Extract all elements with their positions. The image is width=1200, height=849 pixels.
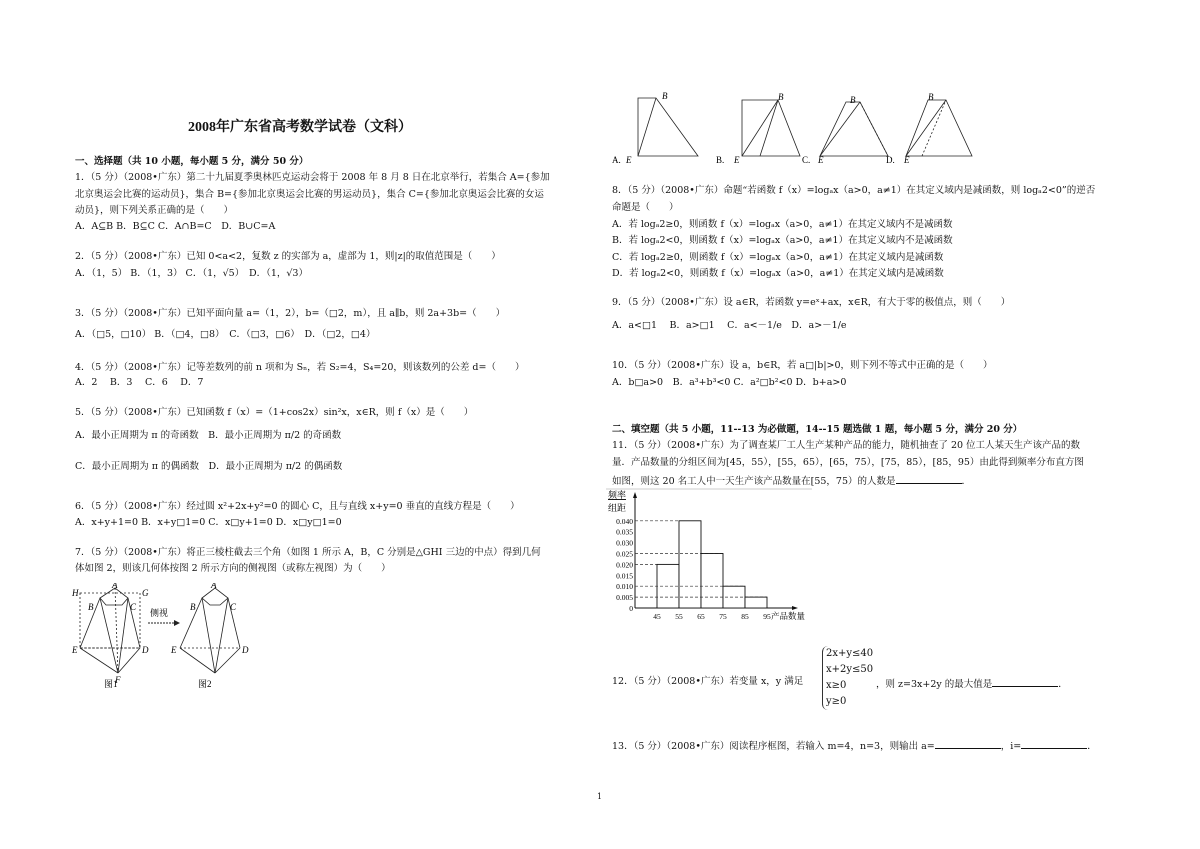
q3-options: A．（□5，□10） B．（□4，□8） C．（□3，□6） D．（□2，□4） bbox=[75, 329, 376, 340]
page-title: 2008年广东省高考数学试卷（文科） bbox=[188, 120, 412, 135]
svg-text:E: E bbox=[904, 155, 910, 165]
y-tick-label: 0.020 bbox=[616, 560, 633, 570]
q13-prefix: 13．（5 分）（2008•广东）阅读程序框图，若输入 m=4，n=3，则输出 a= bbox=[612, 741, 935, 752]
q13-answer-i-blank[interactable] bbox=[1021, 738, 1087, 749]
q2-line: 2．（5 分）（2008•广东）已知 0<a<2，复数 z 的实部为 a，虚部为 1，则|z|的取值范围是（ ） bbox=[75, 251, 501, 262]
q8-option: A．若 logₐ2≥0，则函数 f（x）=logₐx（a>0，a≠1）在其定义域内不是减函数 bbox=[612, 219, 953, 230]
y-tick-label: 0.040 bbox=[616, 516, 633, 526]
option-d-label: D. bbox=[886, 155, 895, 165]
figure-2-caption: 图2 bbox=[198, 679, 212, 688]
histogram-chart bbox=[606, 486, 816, 621]
q12-suffix: ，则 z=3x+2y 的最大值是 bbox=[876, 679, 993, 690]
y-tick-label: 0.025 bbox=[616, 549, 633, 559]
q4-line: 4．（5 分）（2008•广东）记等差数列的前 n 项和为 Sₙ，若 S₂=4，S₄=20，则该数列的公差 d=（ ） bbox=[75, 362, 525, 373]
q1-line: 动员}，则下列关系正确的是（ ） bbox=[75, 205, 234, 216]
q5-options-cd: C．最小正周期为 π 的偶函数 D．最小正周期为 π/2 的偶函数 bbox=[75, 461, 343, 472]
y-label-top: 频率 bbox=[608, 490, 627, 500]
q12-answer-blank[interactable] bbox=[992, 676, 1058, 687]
q11-text: 如图，则这 20 名工人中一天生产该产品数量在[55，75）的人数是 bbox=[612, 476, 896, 487]
svg-text:A: A bbox=[112, 583, 118, 590]
q10-options: A．b□a>0 B．a³+b³<0 C．a²□b²<0 D．b+a>0 bbox=[612, 377, 847, 388]
svg-text:A: A bbox=[211, 583, 217, 590]
q7-figures bbox=[70, 583, 270, 688]
histogram-bar bbox=[745, 597, 767, 608]
svg-text:D: D bbox=[242, 645, 249, 655]
x-tick-label: 55 bbox=[675, 612, 683, 621]
constraint: x≥0 bbox=[826, 680, 847, 691]
svg-text:B: B bbox=[850, 95, 856, 105]
svg-text:E: E bbox=[72, 645, 78, 655]
q1-line: 1．（5 分）（2008•广东）第二十九届夏季奥林匹克运动会将于 2008 年 8 月 8 日在北京举行，若集合 A={参加 bbox=[75, 172, 550, 183]
svg-text:C: C bbox=[230, 602, 237, 612]
q13-answer-a-blank[interactable] bbox=[935, 738, 1001, 749]
q11-line: 如图，则这 20 名工人中一天生产该产品数量在[55，75）的人数是 ． bbox=[612, 473, 971, 488]
histogram-bar bbox=[701, 554, 723, 609]
svg-text:B: B bbox=[662, 91, 668, 101]
x-tick-label: 95 bbox=[763, 612, 771, 621]
x-tick-label: 75 bbox=[719, 612, 727, 621]
y-tick-label: 0 bbox=[629, 604, 633, 613]
y-tick-label: 0.015 bbox=[616, 571, 633, 581]
q9-line: 9．（5 分）（2008•广东）设 a∈R，若函数 y=eˣ+ax，x∈R，有大于零的极值点，则（ ） bbox=[612, 297, 1011, 308]
q4-options: A．2 B．3 C．6 D．7 bbox=[75, 377, 204, 388]
q2-options: A．（1，5） B．（1，3） C．（1，√5） D．（1，√3） bbox=[75, 268, 308, 279]
figure-1-caption: 图1 bbox=[104, 679, 118, 688]
q9-options: A．a<□1 B．a>□1 C．a<－1/e D．a>－1/e bbox=[612, 320, 847, 331]
y-label-bottom: 组距 bbox=[608, 503, 627, 513]
svg-text:D: D bbox=[142, 645, 149, 655]
figure-1-prism bbox=[80, 588, 140, 673]
x-axis-arrow-icon bbox=[792, 606, 798, 610]
constraint: x+2y≤50 bbox=[826, 664, 874, 675]
q11-line: 量．产品数量的分组区间为[45，55），[55，65），[65，75），[75，85），[85，95）由此得到频率分布直方图 bbox=[612, 457, 1084, 468]
svg-text:E: E bbox=[734, 155, 740, 165]
x-tick-label: 85 bbox=[741, 612, 749, 621]
svg-text:G: G bbox=[142, 588, 149, 598]
svg-text:E: E bbox=[626, 155, 632, 165]
svg-text:B: B bbox=[778, 92, 784, 102]
q8-option: D．若 logₐ2<0，则函数 f（x）=logₐx（a>0，a≠1）在其定义域内是减函数 bbox=[612, 268, 944, 279]
y-tick-label: 0.005 bbox=[616, 593, 633, 603]
y-tick-label: 0.035 bbox=[616, 527, 633, 537]
q8-option: B．若 logₐ2<0，则函数 f（x）=logₐx（a>0，a≠1）在其定义域内不是减函数 bbox=[612, 235, 953, 246]
x-tick-label: 65 bbox=[697, 612, 705, 621]
q5-options-ab: A．最小正周期为 π 的奇函数 B．最小正周期为 π/2 的奇函数 bbox=[75, 430, 342, 441]
q13-mid: ，i= bbox=[1000, 741, 1022, 752]
q3-line: 3．（5 分）（2008•广东）已知平面向量 a=（1，2），b=（□2，m），且 a∥b，则 2a+3b=（ ） bbox=[75, 308, 506, 319]
section-heading-choice: 一、选择题（共 10 小题，每小题 5 分，满分 50 分） bbox=[75, 156, 309, 167]
q6-options: A．x+y+1=0 B．x+y□1=0 C．x□y+1=0 D．x□y□1=0 bbox=[75, 517, 342, 528]
option-c-label: C. bbox=[802, 155, 811, 165]
option-b-label: B. bbox=[716, 155, 725, 165]
figure-2-solid bbox=[180, 588, 240, 673]
q11-answer-blank[interactable] bbox=[896, 473, 962, 484]
constraint: 2x+y≤40 bbox=[826, 648, 874, 659]
histogram-bar bbox=[679, 521, 701, 608]
q12-prefix: 12．（5 分）（2008•广东）若变量 x，y 满足 bbox=[612, 676, 804, 687]
q13-line: 13．（5 分）（2008•广东）阅读程序框图，若输入 m=4，n=3，则输出 a= ，i= ． bbox=[612, 738, 1097, 753]
q7-option-figures bbox=[610, 88, 990, 168]
y-axis-arrow-icon bbox=[633, 492, 637, 498]
q1-options: A．A⊆B B．B⊆C C．A∩B=C D．B∪C=A bbox=[75, 221, 276, 232]
svg-text:B: B bbox=[88, 602, 94, 612]
q12-suffix-line: ，则 z=3x+2y 的最大值是 ． bbox=[876, 676, 1068, 691]
x-axis-label: 产品数量 bbox=[771, 611, 806, 621]
section-heading-fill: 二、填空题（共 5 小题，11--13 为必做题，14--15 题选做 1 题，每小题 5 分，满分 20 分） bbox=[612, 424, 1023, 435]
y-tick-label: 0.030 bbox=[616, 538, 633, 548]
svg-text:E: E bbox=[818, 155, 824, 165]
svg-text:B: B bbox=[928, 92, 934, 102]
svg-text:F: F bbox=[115, 675, 121, 685]
svg-text:E: E bbox=[171, 645, 177, 655]
constraint: y≥0 bbox=[826, 696, 847, 707]
option-a-label: A. bbox=[612, 155, 621, 165]
q5-line: 5．（5 分）（2008•广东）已知函数 f（x）=（1+cos2x）sin²x，x∈R，则 f（x）是（ ） bbox=[75, 407, 474, 418]
q8-option: C．若 logₐ2≥0，则函数 f（x）=logₐx（a>0，a≠1）在其定义域内是减函数 bbox=[612, 252, 944, 263]
q11-line: 11．（5 分）（2008•广东）为了调查某厂工人生产某种产品的能力，随机抽查了 20 位工人某天生产该产品的数 bbox=[612, 440, 1081, 451]
svg-text:H: H bbox=[72, 588, 79, 598]
q7-line: 7．（5 分）（2008•广东）将正三棱柱截去三个角（如图 1 所示 A，B，C 分别是△GHI 三边的中点）得到几何 bbox=[75, 547, 541, 558]
q7-line: 体如图 2，则该几何体按图 2 所示方向的侧视图（或称左视图）为（ ） bbox=[75, 563, 391, 574]
y-tick-label: 0.010 bbox=[616, 582, 633, 592]
q1-line: 北京奥运会比赛的运动员}，集合 B={参加北京奥运会比赛的男运动员}，集合 C={参加北京奥运会比赛的女运 bbox=[75, 189, 544, 200]
q12-constraint-system bbox=[822, 646, 873, 710]
q10-line: 10．（5 分）（2008•广东）设 a，b∈R，若 a□|b|>0，则下列不等式中正确的是（ ） bbox=[612, 360, 993, 371]
x-tick-label: 45 bbox=[653, 612, 661, 621]
svg-text:C: C bbox=[130, 602, 137, 612]
side-view-label: 侧视 bbox=[150, 608, 169, 618]
svg-text:B: B bbox=[190, 602, 196, 612]
q8-line: 8．（5 分）（2008•广东）命题“若函数 f（x）=logₐx（a>0，a≠1）在其定义域内是减函数，则 logₐ2<0”的逆否 bbox=[612, 185, 1096, 196]
page-number: 1 bbox=[597, 792, 603, 801]
q8-line: 命题是（ ） bbox=[612, 202, 679, 213]
q6-line: 6．（5 分）（2008•广东）经过圆 x²+2x+y²=0 的圆心 C，且与直线 x+y=0 垂直的直线方程是（ ） bbox=[75, 501, 520, 512]
